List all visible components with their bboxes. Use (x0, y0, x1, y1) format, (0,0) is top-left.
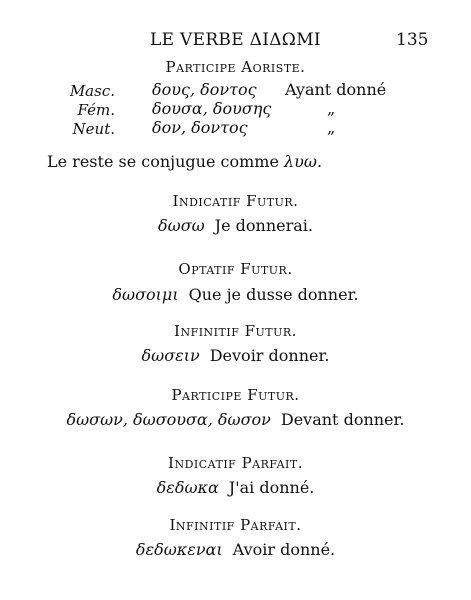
section-heading: Participe Futur. (171, 386, 300, 404)
row-label: Neut. (72, 120, 115, 138)
conjugation-line (0, 216, 471, 235)
conjugation-line (0, 285, 471, 304)
conjugation-line (0, 540, 471, 559)
page-number: 135 (396, 30, 429, 50)
ditto-mark: „ (327, 118, 336, 137)
french-translation: Avoir donné. (232, 540, 336, 559)
section-heading: Indicatif Futur. (172, 192, 299, 210)
ditto-mark: „ (327, 99, 336, 118)
greek-form: δωσων, δωσουσα, δωσον (66, 410, 271, 429)
greek-form: δους, δοντος (152, 80, 257, 99)
reste-text: Le reste se conjugue comme (47, 152, 279, 171)
greek-form: δον, δοντος (152, 118, 248, 137)
section-heading: Indicatif Parfait. (168, 454, 303, 472)
section-heading: Infinitif Futur. (174, 322, 297, 340)
section-heading: Optatif Futur. (178, 260, 293, 278)
greek-form: δεδωκα (156, 478, 219, 497)
greek-form: λυω. (284, 152, 323, 171)
french-translation: Devant donner. (280, 410, 405, 429)
french-translation: Devoir donner. (209, 346, 330, 365)
conjugation-line (0, 410, 471, 429)
section-heading: Participe Aoriste. (165, 58, 306, 76)
french-translation: J'ai donné. (228, 478, 315, 497)
conjugation-line (0, 478, 471, 497)
conjugation-line (0, 346, 471, 365)
french-translation: Je donnerai. (214, 216, 313, 235)
french-translation: Ayant donné (285, 80, 387, 99)
greek-form: δωσω (158, 216, 205, 235)
greek-form: δωσειν (141, 346, 200, 365)
greek-form: δουσα, δουσης (152, 99, 272, 118)
reste-line (47, 152, 322, 171)
french-translation: Que je dusse donner. (188, 285, 359, 304)
greek-form: δωσοιμι (112, 285, 179, 304)
row-label: Masc. (69, 82, 115, 100)
row-label: Fém. (77, 101, 115, 119)
page-title: LE VERBE ΔΙΔΩΜΙ (150, 30, 321, 50)
greek-form: δεδωκεναι (135, 540, 223, 559)
section-heading: Infinitif Parfait. (169, 516, 302, 534)
